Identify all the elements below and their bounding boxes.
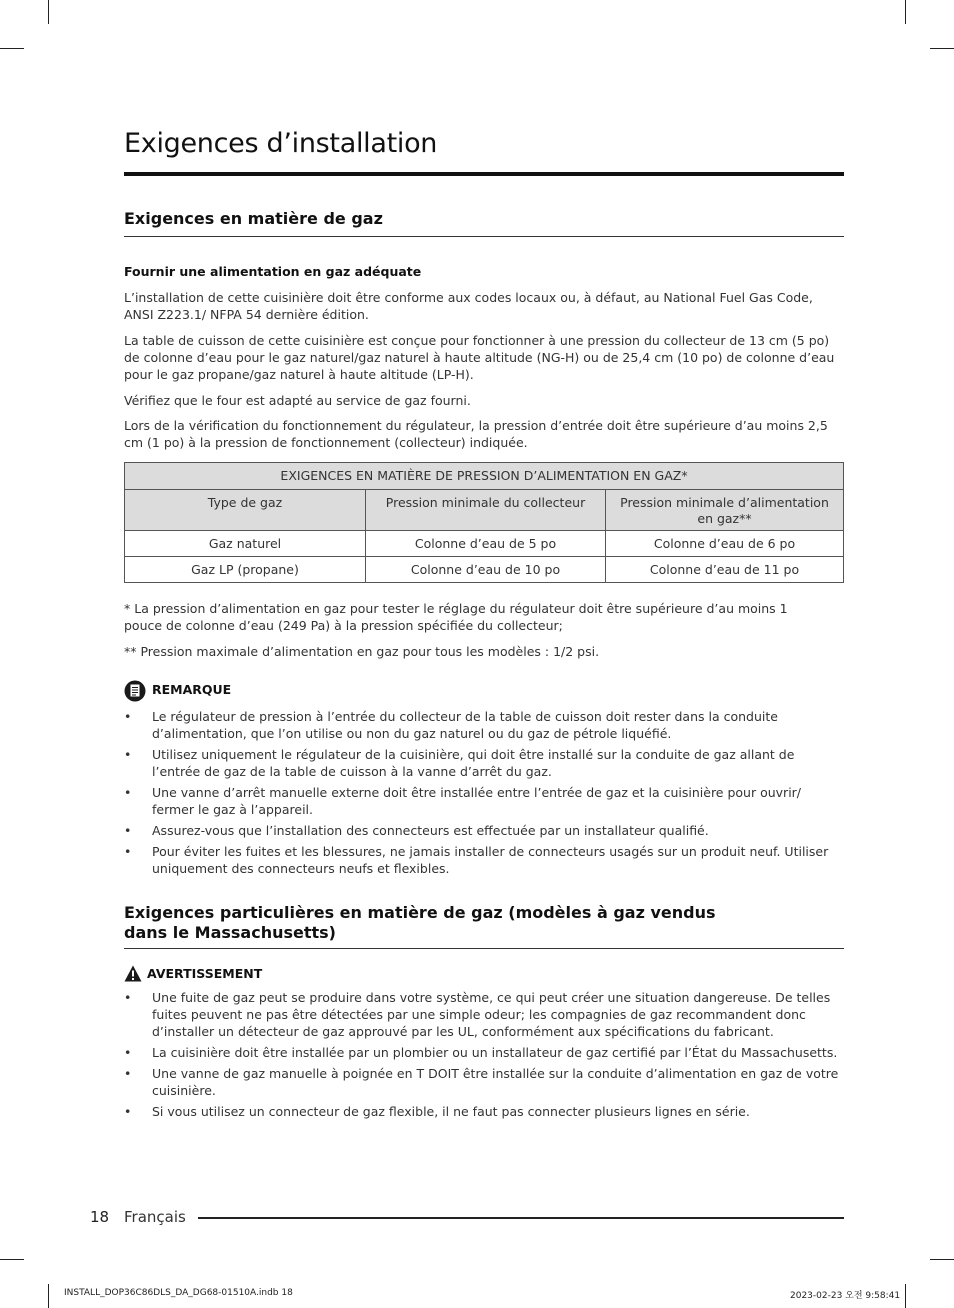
list-item: • Pour éviter les fuites et les blessures, ne jamais installer de connecteurs usagés sur un produit neuf. Utiliser uniquement des connecteurs neufs et flexibles. (124, 844, 829, 876)
title-rule (124, 172, 844, 176)
footer-rule (198, 1217, 844, 1219)
section-rule (124, 948, 844, 949)
print-slug-date: 2023-02-23 오전 9:58:41 (790, 1291, 901, 1301)
crop-mark (48, 1284, 49, 1308)
list-item-text: Utilisez uniquement le régulateur de la cuisinière, qui doit être installé sur la conduite de gaz allant de l’entrée de gaz de la table de cuisson à la vanne d’arrêt du gaz. (152, 747, 795, 779)
paragraph: Lors de la vérification du fonctionnement du régulateur, la pression d’entrée doit être supérieure d’au moins 2,5 cm (1 po) à la pression de fonctionnement (collecteur) indiquée. (124, 418, 828, 450)
note-list (124, 708, 844, 881)
section-heading-massachusetts: Exigences particulières en matière de gaz (modèles à gaz vendus dans le Massachusetts) (124, 903, 716, 942)
list-item-text: Si vous utilisez un connecteur de gaz flexible, il ne faut pas connecter plusieurs lignes en série. (152, 1104, 750, 1119)
section-rule (124, 236, 844, 237)
list-item: • Une vanne de gaz manuelle à poignée en T DOIT être installée sur la conduite d’alimentation en gaz de votre cuisinière. (124, 1066, 839, 1098)
paragraph: La table de cuisson de cette cuisinière est conçue pour fonctionner à une pression du collecteur de 13 cm (5 po) de colonne d’eau pour le gaz naturel/gaz naturel à haute altitude (NG-H) ou de 25,4 cm (10 po) de colonne d’eau pour le gaz propane/gaz naturel à haute altitude (LP-H). (124, 333, 835, 382)
table-header-row (125, 490, 844, 531)
crop-mark (930, 48, 954, 49)
warning-list (124, 989, 844, 1124)
table-cell: Gaz LP (propane) (125, 557, 366, 583)
column-header: Pression minimale d’alimentation en gaz** (606, 490, 844, 531)
table-cell: Colonne d’eau de 10 po (366, 557, 606, 583)
list-item: • Le régulateur de pression à l’entrée du collecteur de la table de cuisson doit rester dans la conduite d’alimentation, que l’on utilise ou non du gaz naturel ou du gaz de pétrole liquéfié. (124, 709, 778, 741)
list-item-text: Assurez-vous que l’installation des connecteurs est effectuée par un installateur qualifié. (152, 823, 709, 838)
table-cell: Gaz naturel (125, 531, 366, 557)
list-item-text: Pour éviter les fuites et les blessures, ne jamais installer de connecteurs usagés sur un produit neuf. Utiliser uniquement des connecteurs neufs et flexibles. (152, 844, 829, 876)
list-item-text: Le régulateur de pression à l’entrée du collecteur de la table de cuisson doit rester dans la conduite d’alimentation, que l’on utilise ou non du gaz naturel ou du gaz de pétrole liquéfié. (152, 709, 778, 741)
column-header: Pression minimale du collecteur (366, 490, 606, 531)
crop-mark (48, 0, 49, 24)
note-label: REMARQUE (152, 682, 232, 697)
list-item: • Assurez-vous que l’installation des connecteurs est effectuée par un installateur qualifié. (124, 823, 709, 838)
column-header: Type de gaz (125, 490, 366, 531)
crop-mark (905, 1284, 906, 1308)
table-caption-row (125, 463, 844, 490)
list-item-text: La cuisinière doit être installée par un plombier ou un installateur de gaz certifié par l’État du Massachusetts. (152, 1045, 838, 1060)
pressure-requirements-table (124, 462, 844, 583)
list-item: • Une vanne d’arrêt manuelle externe doit être installée entre l’entrée de gaz et la cuisinière pour ouvrir/ fermer le gaz à l’appareil. (124, 785, 802, 817)
paragraph: Vérifiez que le four est adapté au service de gaz fourni. (124, 393, 471, 408)
crop-mark (930, 1259, 954, 1260)
list-item: • Si vous utilisez un connecteur de gaz flexible, il ne faut pas connecter plusieurs lignes en série. (124, 1104, 750, 1119)
table-caption: EXIGENCES EN MATIÈRE DE PRESSION D’ALIMENTATION EN GAZ* (125, 463, 844, 490)
warning-icon (124, 965, 142, 982)
table-row (125, 531, 844, 557)
table-cell: Colonne d’eau de 5 po (366, 531, 606, 557)
footer-language: Français (124, 1208, 186, 1226)
print-slug-file: INSTALL_DOP36C86DLS_DA_DG68-01510A.indb 18 (64, 1288, 293, 1298)
warning-label: AVERTISSEMENT (147, 966, 263, 981)
list-item: • La cuisinière doit être installée par un plombier ou un installateur de gaz certifié par l’État du Massachusetts. (124, 1045, 838, 1060)
table-cell: Colonne d’eau de 6 po (606, 531, 844, 557)
crop-mark (0, 1259, 24, 1260)
crop-mark (0, 48, 24, 49)
list-item-text: Une fuite de gaz peut se produire dans votre système, ce qui peut créer une situation dangereuse. De telles fuites peuvent ne pas être détectées par une simple odeur; les compagnies de gaz recommandent donc d’installer un détecteur de gaz approuvé par les UL, conformément aux spécifications du fabricant. (152, 990, 831, 1039)
footnote: * La pression d’alimentation en gaz pour tester le réglage du régulateur doit être supérieure d’au moins 1 pouce de colonne d’eau (249 Pa) à la pression spécifiée du collecteur; (124, 601, 788, 633)
list-item: • Une fuite de gaz peut se produire dans votre système, ce qui peut créer une situation dangereuse. De telles fuites peuvent ne pas être détectées par une simple odeur; les compagnies de gaz recommandent donc d’installer un détecteur de gaz approuvé par les UL, conformément aux spécifications du fabricant. (124, 990, 831, 1039)
subheading-supply: Fournir une alimentation en gaz adéquate (124, 264, 422, 279)
note-icon (124, 680, 146, 702)
list-item-text: Une vanne de gaz manuelle à poignée en T DOIT être installée sur la conduite d’alimentation en gaz de votre cuisinière. (152, 1066, 839, 1098)
list-item-text: Une vanne d’arrêt manuelle externe doit être installée entre l’entrée de gaz et la cuisinière pour ouvrir/ fermer le gaz à l’appareil. (152, 785, 802, 817)
paragraph: L’installation de cette cuisinière doit être conforme aux codes locaux ou, à défaut, au National Fuel Gas Code, ANSI Z223.1/ NFPA 54 dernière édition. (124, 290, 813, 322)
section-heading-gas-requirements: Exigences en matière de gaz (124, 209, 383, 228)
table-cell: Colonne d’eau de 11 po (606, 557, 844, 583)
page-number: 18 (90, 1208, 110, 1226)
crop-mark (905, 0, 906, 24)
page-title: Exigences d’installation (124, 128, 438, 159)
footnote: ** Pression maximale d’alimentation en gaz pour tous les modèles : 1/2 psi. (124, 644, 600, 659)
table-row (125, 557, 844, 583)
list-item: • Utilisez uniquement le régulateur de la cuisinière, qui doit être installé sur la conduite de gaz allant de l’entrée de gaz de la table de cuisson à la vanne d’arrêt du gaz. (124, 747, 795, 779)
